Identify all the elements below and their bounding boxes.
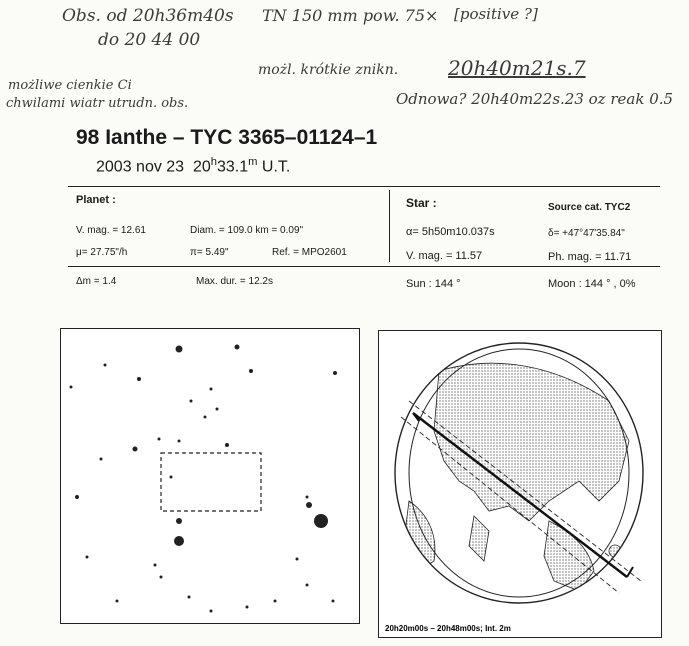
event-time-h: 20 [192,158,211,176]
star-dot [86,556,89,559]
globe-time-range: 20h20m00s – 20h48m00s; Int. 2m [385,624,511,633]
planet-mu: μ= 27.75"/h [76,247,128,258]
star-dot [174,536,184,546]
star-dot [246,606,249,609]
star-field-svg [61,329,359,623]
star-dot [154,564,157,567]
planet-pi: π= 5.49" [190,247,229,258]
star-field-chart [60,328,360,624]
star-alpha: α= 5h50m10.037s [406,226,495,238]
event-time-m: 33.1 [217,158,249,176]
note-clouds-2: chwilami wiatr utrudn. obs. [6,96,189,111]
star-dot [116,600,119,603]
star-dot [306,496,309,499]
path-tick [627,567,633,577]
star-source: Source cat. TYC2 [548,202,631,213]
event-date: 2003 nov 23 [96,158,185,176]
star-dot [158,438,161,441]
moon-info: Moon : 144 ° , 0% [548,278,636,290]
star-dot [333,371,337,375]
star-dot [75,495,79,499]
note-telescope: TN 150 mm pow. 75× [262,6,439,25]
star-dot [176,346,183,353]
star-dot [70,386,73,389]
note-result: [positive ?] [454,5,538,23]
star-dot [170,476,173,479]
star-dot [190,400,193,403]
note-short-disappearance-label: możl. krótkie znikn. [258,62,399,78]
planet-diam: Diam. = 109.0 km = 0.09" [190,225,304,236]
globe-path-chart [378,330,662,638]
island-landmass [609,545,621,557]
note-reappearance: Odnowa? 20h40m22s.23 oz reak 0.5 [396,90,674,108]
planet-vmag: V. mag. = 12.61 [76,225,146,236]
star-dot [178,440,181,443]
sun-elongation: Sun : 144 ° [406,278,461,290]
planet-ref: Ref. = MPO2601 [272,247,347,258]
star-dot [188,596,191,599]
event-title: 98 Ianthe – TYC 3365–01124–1 [76,126,378,149]
event-time-sup-m: m [248,156,258,168]
star-dot [210,388,213,391]
star-dot [235,345,240,350]
star-dot [210,610,213,613]
event-datetime [96,156,290,176]
field-of-view-box [161,453,261,511]
event-time-suffix: U.T. [261,158,291,176]
note-obs-from: Obs. od 20h36m40s [62,6,234,26]
star-dot [176,518,182,524]
star-dot [133,447,138,452]
star-dot [314,514,328,528]
note-clouds-1: możliwe cienkie Ci [8,78,132,93]
star-dot [216,408,219,411]
star-vmag: V. mag. = 11.57 [406,250,483,262]
table-divider [389,190,390,262]
note-short-disappearance-time: 20h40m21s.7 [448,56,586,80]
globe-svg [379,331,661,637]
note-obs-to: do 20 44 00 [98,30,201,50]
star-phmag: Ph. mag. = 11.71 [548,251,632,263]
star-dot [100,458,103,461]
max-duration: Max. dur. = 12.2s [196,276,273,287]
star-dot [274,600,277,603]
table-bottom-rule [68,266,660,267]
star-dot [225,443,229,447]
star-header: Star : [406,196,437,210]
star-delta: δ= +47°47'35.84" [548,228,625,239]
delta-mag: Δm = 1.4 [76,276,117,287]
event-time-sup-h: h [210,156,217,168]
star-dot [204,416,207,419]
star-dot [306,584,309,587]
star-dot [249,369,253,373]
star-dot [104,364,107,367]
planet-header: Planet : [76,194,116,206]
star-dot [332,600,335,603]
star-dot [296,558,299,561]
star-dot [160,576,163,579]
star-dot [137,377,141,381]
star-dot [306,502,312,508]
table-top-rule [68,186,660,187]
